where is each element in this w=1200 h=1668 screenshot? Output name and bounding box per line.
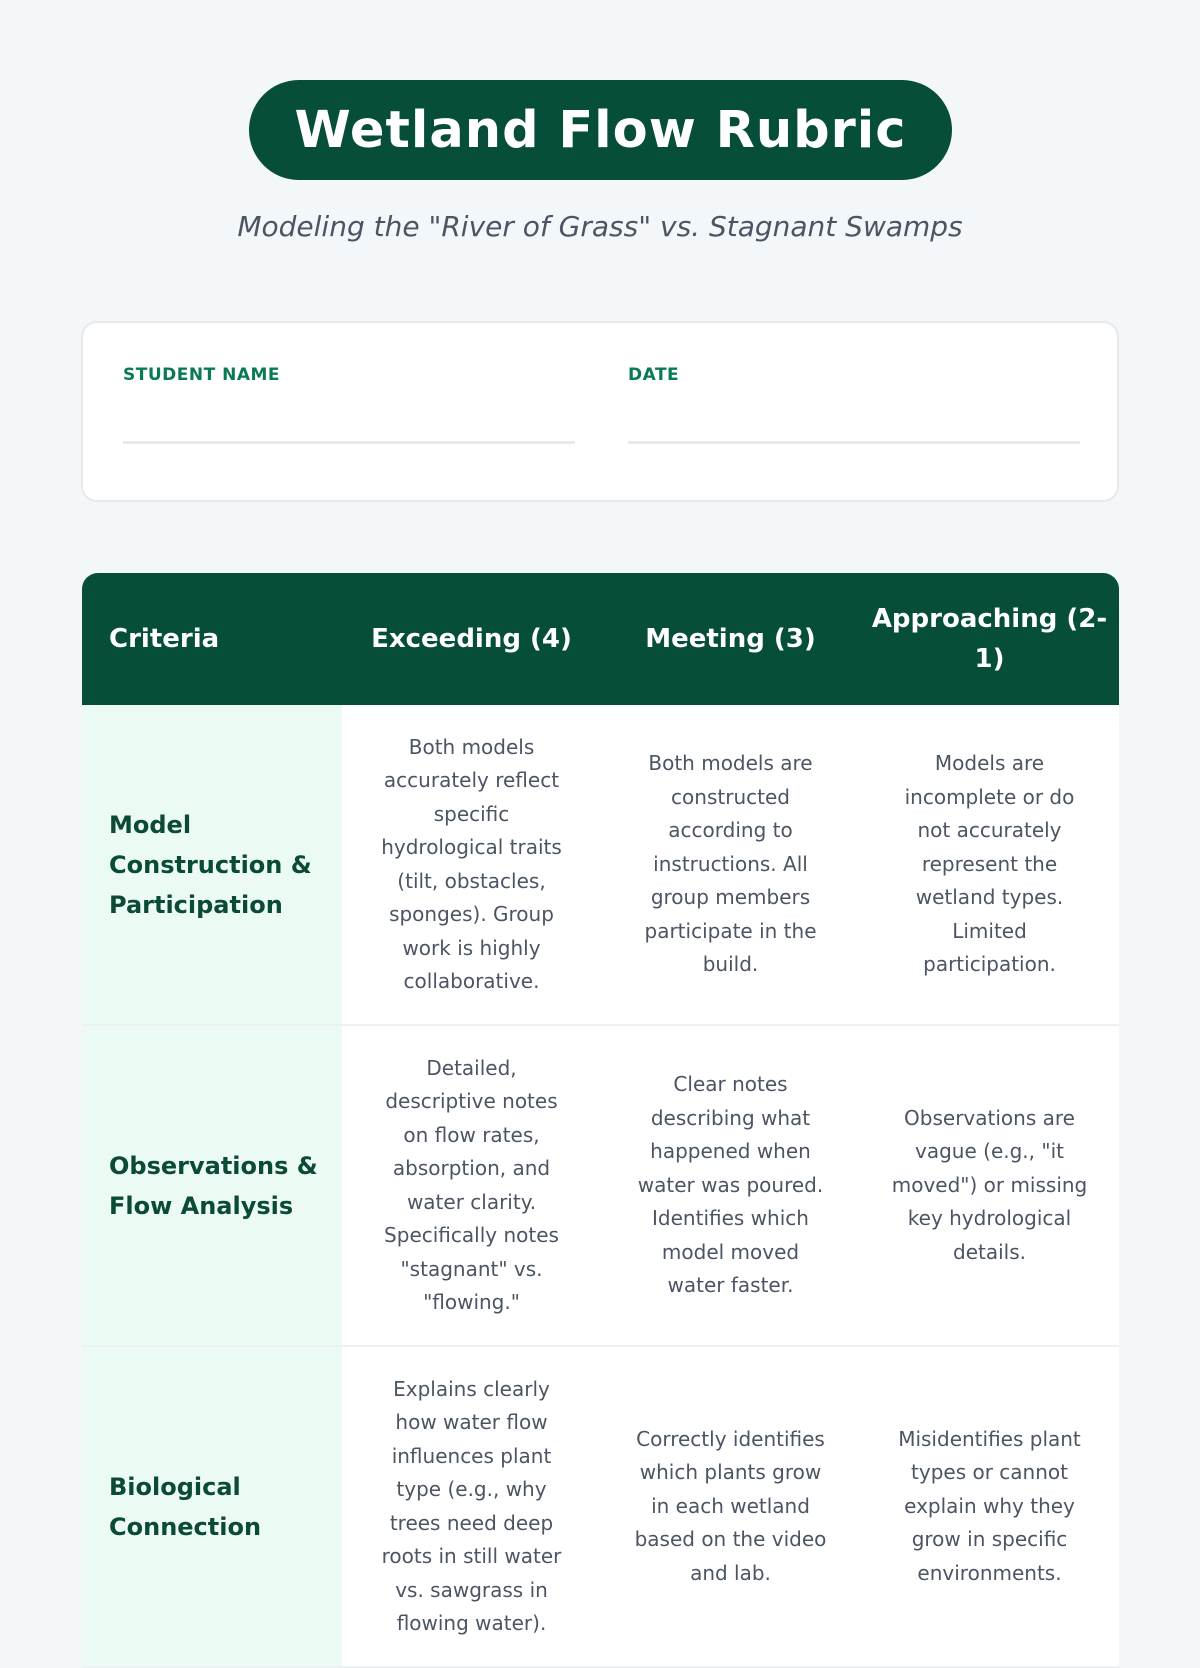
header-criteria: Criteria xyxy=(109,624,220,654)
student-name-field xyxy=(123,365,575,444)
criteria-cell: Biological Connection xyxy=(82,1347,342,1666)
table-row xyxy=(82,1347,1119,1668)
table-row xyxy=(82,1026,1119,1347)
rubric-header-row xyxy=(82,573,1119,705)
date-line[interactable] xyxy=(628,441,1080,444)
meeting-cell: Clear notes describing what happened when water was poured. Identifies which model moved water faster. xyxy=(637,1072,824,1298)
exceeding-cell: Explains clearly how water flow influences plant type (e.g., why trees need deep roots in still water vs. sawgrass in flowing water). xyxy=(381,1376,562,1635)
student-info-card xyxy=(81,321,1119,502)
header-meeting: Meeting (3) xyxy=(645,624,816,654)
header-exceeding: Exceeding (4) xyxy=(371,624,572,654)
exceeding-cell: Detailed, descriptive notes on flow rates, absorption, and water clarity. Specifically notes "stagnant" vs. "flowing." xyxy=(384,1055,559,1314)
approaching-cell: Observations are vague (e.g., "it moved") or missing key hydrological details. xyxy=(891,1105,1088,1264)
student-name-line[interactable] xyxy=(123,441,575,444)
meeting-cell: Correctly identifies which plants grow in each wetland based on the video and lab. xyxy=(634,1426,827,1585)
exceeding-cell: Both models accurately reflect specific hydrological traits (tilt, obstacles, sponges). Group work is highly collaborative. xyxy=(381,734,562,993)
criteria-cell: Model Construction & Participation xyxy=(82,705,342,1024)
student-name-label: STUDENT NAME xyxy=(123,365,281,385)
page-subtitle: Modeling the "River of Grass" vs. Stagnant Swamps xyxy=(237,210,963,243)
header-approaching: Approaching (2-1) xyxy=(871,604,1108,674)
approaching-cell: Misidentifies plant types or cannot explain why they grow in specific environments. xyxy=(898,1426,1081,1585)
page-title: Wetland Flow Rubric xyxy=(249,80,952,180)
criteria-cell: Observations & Flow Analysis xyxy=(82,1026,342,1345)
date-field xyxy=(628,365,1080,444)
date-label: DATE xyxy=(628,365,680,385)
approaching-cell: Models are incomplete or do not accurately represent the wetland types. Limited participation. xyxy=(904,751,1075,977)
table-row xyxy=(82,705,1119,1026)
meeting-cell: Both models are constructed according to instructions. All group members participate in the build. xyxy=(644,751,817,977)
rubric-table xyxy=(82,573,1119,1668)
